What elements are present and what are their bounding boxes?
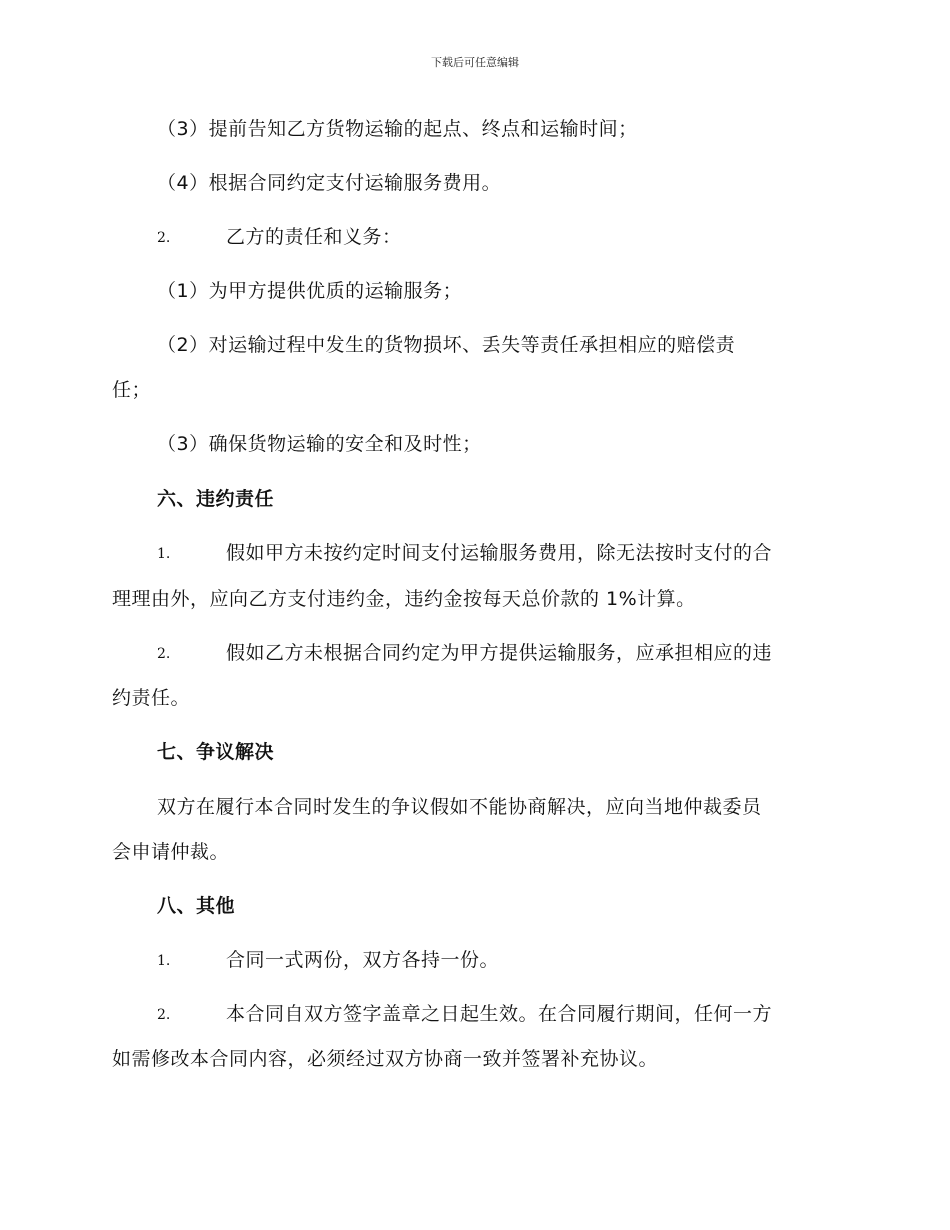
paragraph-line: （4）根据合同约定支付运输服务费用。 [157, 172, 502, 194]
item-number: 1. [157, 953, 171, 969]
item-number: 2. [157, 646, 171, 662]
subsection-heading: 乙方的责任和义务： [226, 226, 402, 248]
paragraph-line: 任； [112, 379, 152, 401]
item-number: 2. [157, 1007, 171, 1023]
paragraph-line: （3）确保货物运输的安全和及时性； [157, 433, 482, 455]
paragraph-line: （2）对运输过程中发生的货物损坏、丢失等责任承担相应的赔偿责 [157, 334, 736, 356]
paragraph-line: 理理由外，应向乙方支付违约金，违约金按每天总价款的 1%计算。 [112, 588, 696, 610]
section-title-dispute: 七、争议解决 [157, 741, 275, 763]
paragraph-line: 会申请仲裁。 [112, 841, 230, 863]
paragraph-line: 假如乙方未根据合同约定为甲方提供运输服务，应承担相应的违 [226, 642, 773, 664]
item-number: 2. [157, 230, 171, 246]
paragraph-line: 本合同自双方签字盖章之日起生效。在合同履行期间，任何一方 [226, 1003, 773, 1025]
page-header: 下载后可任意编辑 [431, 56, 519, 69]
paragraph-line: 如需修改本合同内容，必须经过双方协商一致并签署补充协议。 [112, 1048, 659, 1070]
paragraph-line: （3）提前告知乙方货物运输的起点、终点和运输时间； [157, 118, 638, 140]
paragraph-line: 约责任。 [112, 687, 191, 709]
section-title-other: 八、其他 [157, 895, 236, 917]
paragraph-line: 合同一式两份，双方各持一份。 [226, 949, 500, 971]
item-number: 1. [157, 546, 171, 562]
paragraph-line: 双方在履行本合同时发生的争议假如不能协商解决，应向当地仲裁委员 [157, 796, 762, 818]
paragraph-line: （1）为甲方提供优质的运输服务； [157, 280, 463, 302]
section-title-breach: 六、违约责任 [157, 488, 275, 510]
paragraph-line: 假如甲方未按约定时间支付运输服务费用，除无法按时支付的合 [226, 542, 773, 564]
